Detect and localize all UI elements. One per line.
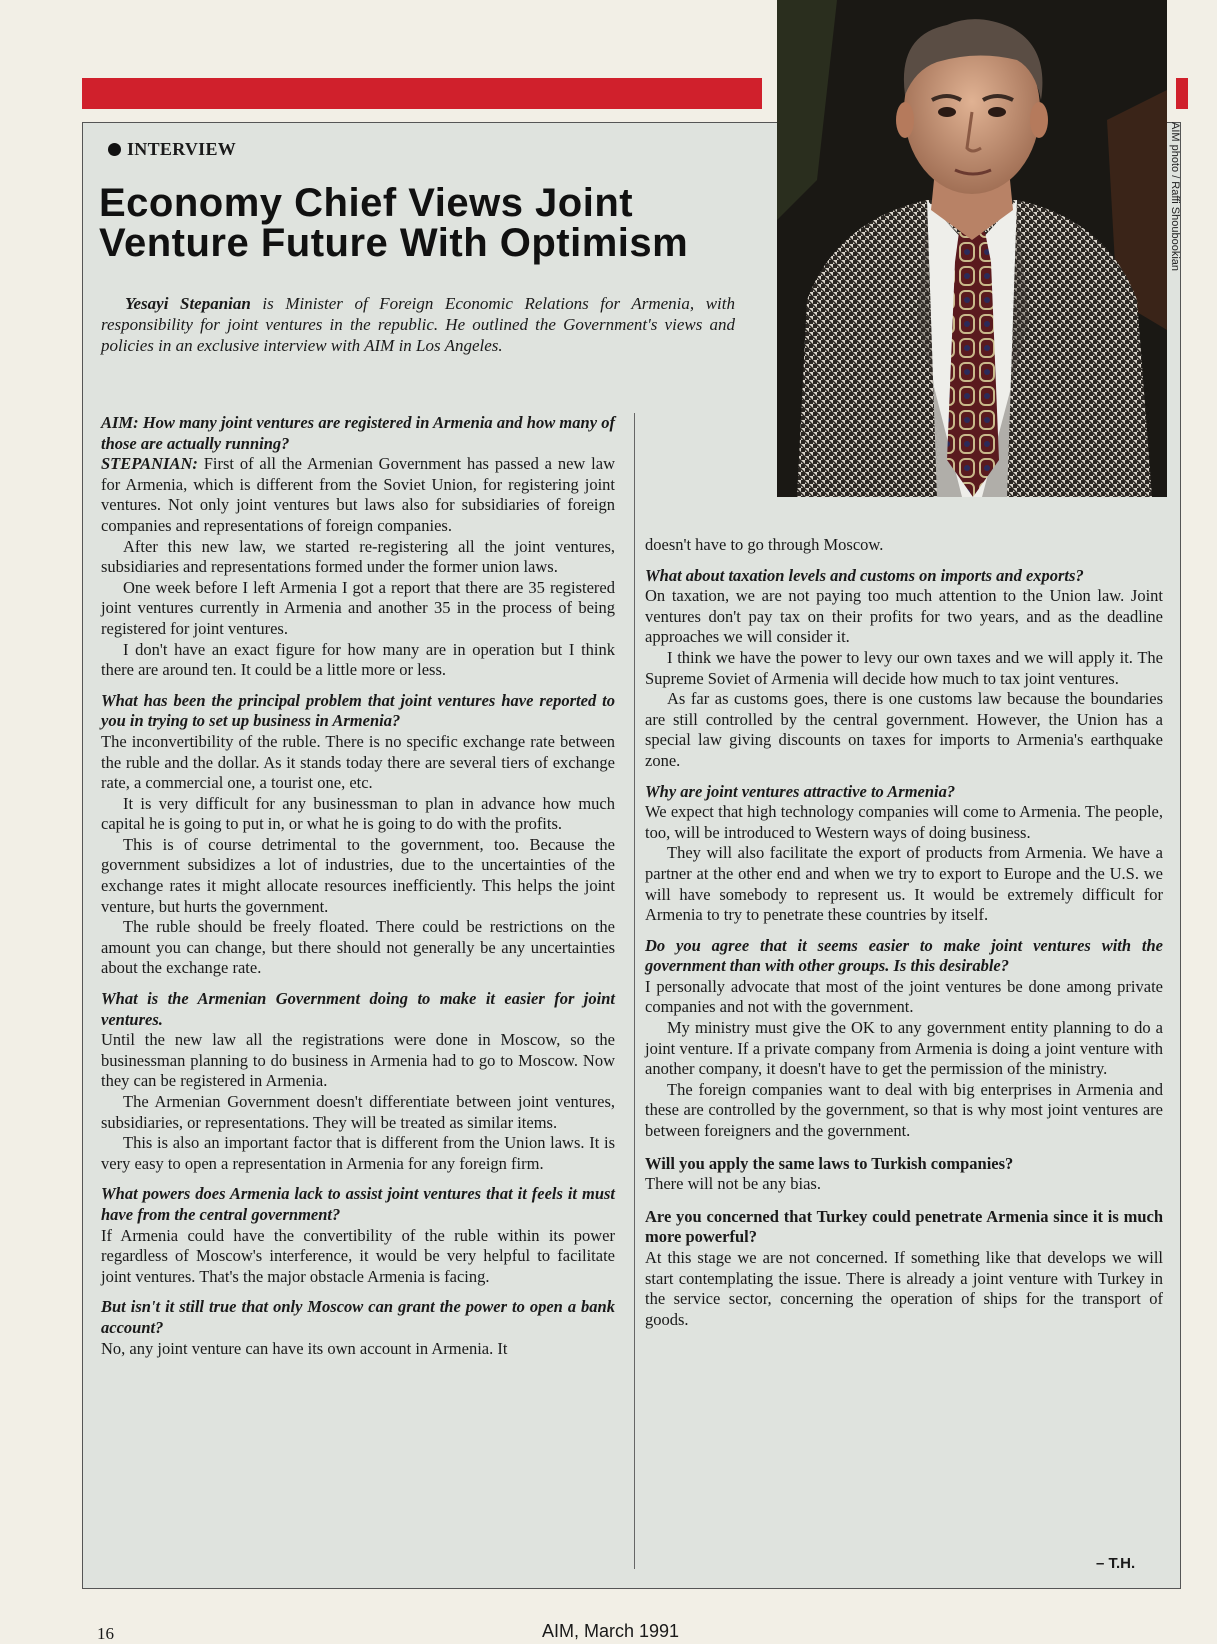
answer-8-paragraph-3: The foreign companies want to deal with big enterprises in Armenia and these are controlled by the government, so that is why most joint ventures are between foreigners and the government. <box>645 1079 1163 1141</box>
bullet-icon <box>108 143 121 156</box>
answer-2-paragraph-1: The inconvertibility of the ruble. There is no specific exchange rate between the ruble and the dollar. As it stands today there are several tiers of exchange rate, a commercial one, a tourist one, etc. <box>101 731 615 793</box>
answer-1-paragraph-4: I don't have an exact figure for how many are in operation but I think there are around ten. It could be a little more or less. <box>101 639 615 680</box>
photo-credit: AIM photo / Raffi Shoubookian <box>1169 122 1181 272</box>
answer-8-paragraph-2: My ministry must give the OK to any government entity planning to do a joint venture. If a private company from Armenia is doing a joint venture with another company, it doesn't have to get the permission of the ministry. <box>645 1018 1163 1079</box>
question-2: What has been the principal problem that joint ventures have reported to you in trying to set up business in Armenia? <box>101 690 615 731</box>
answer-5-paragraph-1: No, any joint venture can have its own account in Armenia. It <box>101 1338 508 1358</box>
red-header-bar-right <box>1176 78 1188 109</box>
left-column <box>101 413 615 1359</box>
question-1: AIM: How many joint ventures are registered in Armenia and how many of those are actually running? <box>101 413 615 453</box>
intro-name: Yesayi Stepanian <box>125 294 251 313</box>
red-header-bar <box>82 78 762 109</box>
answer-9-paragraph-1: There will not be any bias. <box>645 1174 821 1194</box>
answer-5-continued: doesn't have to go through Moscow. <box>645 535 884 554</box>
question-10: Are you concerned that Turkey could penetrate Armenia since it is much more powerful? <box>645 1206 1163 1247</box>
answer-1-paragraph-3: One week before I left Armenia I got a report that there are 35 registered joint ventures currently in Armenia and another 35 in the process of being registered for joint ventures. <box>101 577 615 638</box>
intro-text: is Minister of Foreign Economic Relations for Armenia, with responsibility for joint ventures in the republic. He outlined the Government's views and policies in an exclusive interview with AIM in Los Angeles. <box>101 294 736 355</box>
question-6: What about taxation levels and customs on imports and exports? <box>645 565 1084 585</box>
answer-3-paragraph-3: This is also an important factor that is different from the Union laws. It is very easy to open a representation in Armenia for any foreign firm. <box>101 1133 615 1173</box>
answer-4-paragraph-1: If Armenia could have the convertibility of the ruble within its power regardless of Moscow's interference, it would be very helpful to facilitate joint ventures. That's the major obstacle Armenia is facing. <box>101 1225 615 1286</box>
page-number: 16 <box>97 1624 114 1643</box>
article-headline: Economy Chief Views Joint Venture Future With Optimism <box>99 181 689 265</box>
section-kicker <box>108 139 236 160</box>
footer-publication: AIM, March 1991 <box>542 1621 680 1641</box>
portrait-photo <box>777 0 1167 497</box>
right-column <box>645 535 1163 1330</box>
answer-2-paragraph-3: This is of course detrimental to the government, too. Because the government subsidizes a lot of industries, due to the uncertainties of the exchange rates it might allocate resources inefficiently. This helps the joint venture, but hurts the government. <box>101 834 615 916</box>
column-divider <box>634 413 635 1569</box>
question-8: Do you agree that it seems easier to make joint ventures with the government than with other groups. Is this desirable? <box>645 935 1163 976</box>
answer-8-paragraph-1: I personally advocate that most of the joint ventures be done among private companies and not with the government. <box>645 976 1163 1017</box>
question-9: Will you apply the same laws to Turkish companies? <box>645 1153 1014 1173</box>
question-7: Why are joint ventures attractive to Armenia? <box>645 781 956 801</box>
answer-10-paragraph-1: At this stage we are not concerned. If something like that develops we will start contemplating the issue. There is already a joint venture with Turkey in the service sector, concerning the operation of ships for the transport of goods. <box>645 1248 1163 1329</box>
answer-7-paragraph-2: They will also facilitate the export of products from Armenia. We have a partner at the other end and when we try to export to Europe and the U.S. we will have somebody to represent us. It would be extremely difficult for Armenia to try to penetrate these countries by itself. <box>645 843 1163 925</box>
question-4: What powers does Armenia lack to assist joint ventures that it feels it must have from the central government? <box>101 1184 615 1224</box>
answer-6-paragraph-1: On taxation, we are not paying too much attention to the Union law. Joint ventures don't pay tax on their profits for two years, and as the deadline approaches we will consider it. <box>645 586 1163 647</box>
answer-6-paragraph-3: As far as customs goes, there is one customs law because the boundaries are still controlled by the central government. However, the Union has a special law giving discounts on taxes for imports to Armenia's earthquake zone. <box>645 689 1163 770</box>
answer-1-paragraph-2: After this new law, we started re-registering all the joint ventures, subsidiaries and representations formed under the former union laws. <box>101 536 615 577</box>
author-signature: – T.H. <box>1096 1555 1136 1572</box>
answer-speaker: STEPANIAN: <box>101 454 198 474</box>
kicker-label: INTERVIEW <box>127 139 237 159</box>
answer-2-paragraph-4: The ruble should be freely floated. There could be restrictions on the amount you can change, but there should not generally be any uncertainties about the exchange rate. <box>101 917 615 978</box>
answer-3-paragraph-2: The Armenian Government doesn't differentiate between joint ventures, subsidiaries, or representations. They will be treated as similar items. <box>101 1092 615 1132</box>
question-5: But isn't it still true that only Moscow can grant the power to open a bank account? <box>101 1297 615 1337</box>
answer-7-paragraph-1: We expect that high technology companies will come to Armenia. The people, too, will be introduced to Western ways of doing business. <box>645 802 1163 842</box>
answer-3-paragraph-1: Until the new law all the registrations were done in Moscow, so the businessman planning to do business in Armenia had to go to Moscow. Now they can be registered in Armenia. <box>101 1030 615 1091</box>
question-3: What is the Armenian Government doing to make it easier for joint ventures. <box>101 989 615 1029</box>
article-intro <box>101 293 735 356</box>
answer-1-text: First of all the Armenian Government has passed a new law for Armenia, which is different from the Soviet Union, for registering joint ventures. Not only joint ventures but laws also for subsidiaries of foreign companies and representations of foreign companies. <box>101 454 615 535</box>
answer-2-paragraph-2: It is very difficult for any businessman to plan in advance how much capital he is going to put in, or what he is going to do with the profits. <box>101 793 615 834</box>
answer-6-paragraph-2: I think we have the power to levy our own taxes and we will apply it. The Supreme Soviet of Armenia will decide how much to tax joint ventures. <box>645 647 1163 688</box>
answer-1-paragraph-1 <box>101 454 615 536</box>
